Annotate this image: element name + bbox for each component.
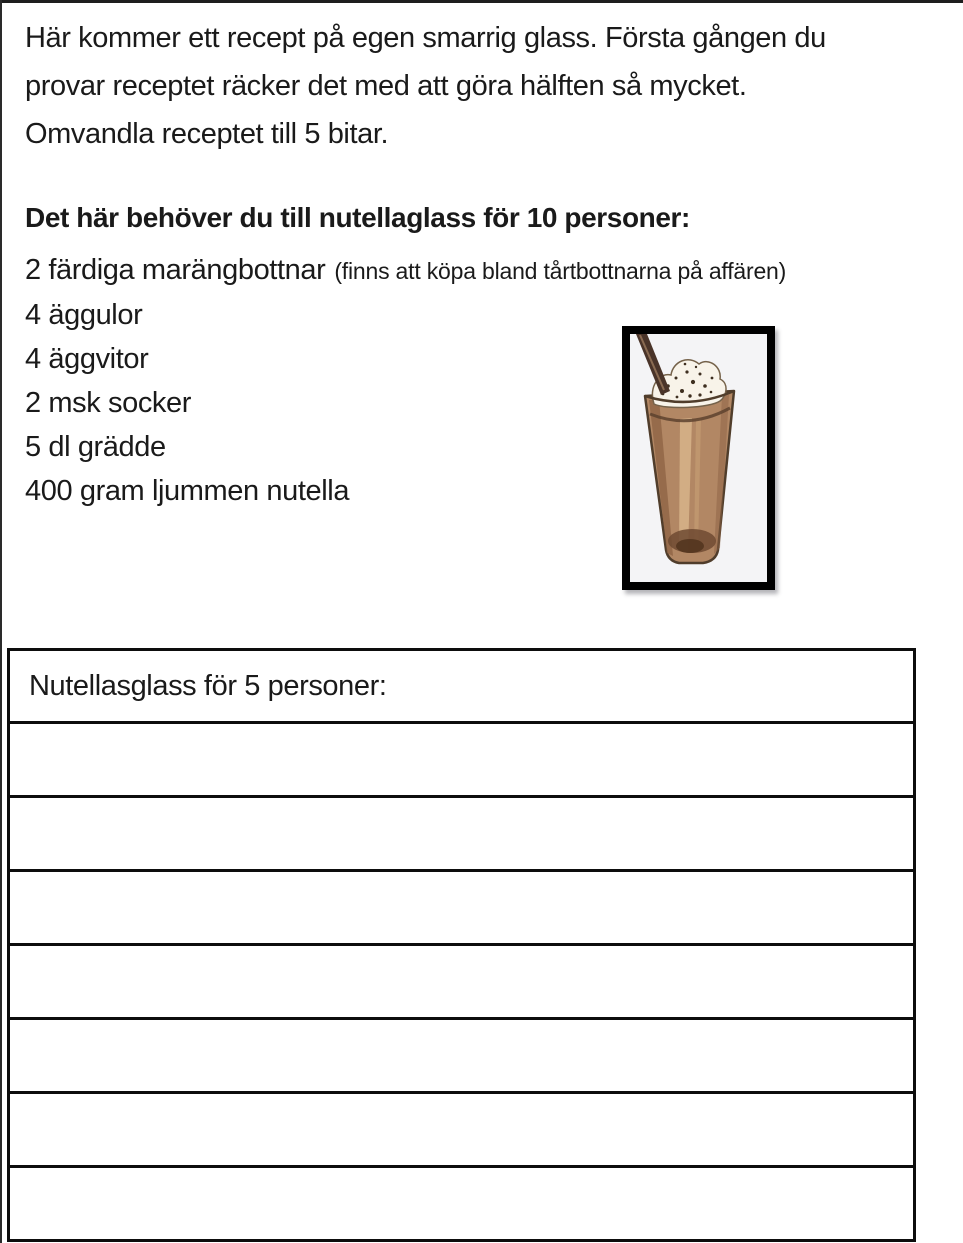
ingredient-text: 400 gram ljummen nutella (25, 475, 350, 507)
ingredient-note: (finns att köpa bland tårtbottnarna på affären) (334, 258, 787, 284)
recipe-heading: Det här behöver du till nutellaglass för 10 personer: (25, 202, 690, 233)
answer-row (10, 798, 913, 872)
answer-row (10, 872, 913, 946)
intro-line: provar receptet räcker det med att göra hälften så mycket. (25, 70, 747, 102)
ingredient-text: 2 msk socker (25, 387, 192, 419)
milkshake-illustration-frame (622, 326, 775, 590)
ingredient-text: 4 äggvitor (25, 343, 149, 375)
intro-line: Omvandla receptet till 5 bitar. (25, 118, 389, 150)
answer-row (10, 1094, 913, 1168)
intro-paragraph (25, 14, 826, 158)
ingredient-text: 4 äggulor (25, 299, 143, 331)
scan-edge-left (0, 0, 2, 1243)
ingredient-text: 2 färdiga marängbottnar (25, 254, 326, 286)
milkshake-illustration (630, 334, 767, 582)
scan-edge-top (0, 0, 963, 3)
answer-row (10, 1020, 913, 1094)
ingredient-line (25, 248, 786, 293)
answer-row (10, 724, 913, 798)
answer-row (10, 1168, 913, 1239)
answer-rows (10, 724, 913, 1239)
answer-table-header: Nutellasglass för 5 personer: (10, 651, 913, 724)
answer-row (10, 946, 913, 1020)
intro-line: Här kommer ett recept på egen smarrig glass. Första gången du (25, 22, 826, 54)
ingredient-text: 5 dl grädde (25, 431, 166, 463)
answer-table (7, 648, 916, 1242)
